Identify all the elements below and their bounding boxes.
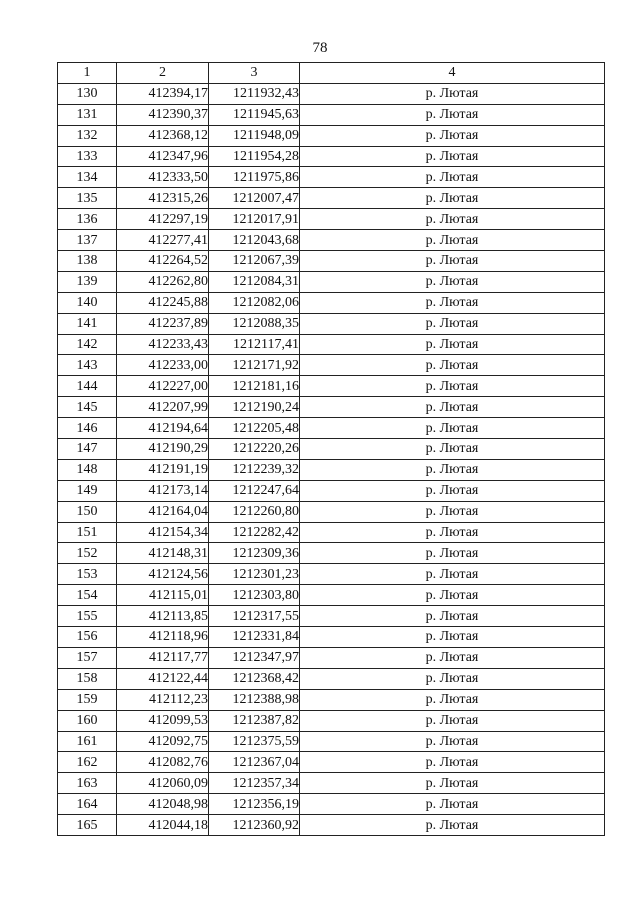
y-coordinate-cell: 1212387,82 [209,710,300,731]
x-coordinate-cell: 412154,34 [117,522,209,543]
y-coordinate-cell: 1212171,92 [209,355,300,376]
point-number-cell: 143 [58,355,117,376]
point-number-cell: 140 [58,292,117,313]
x-coordinate-cell: 412191,19 [117,459,209,480]
object-name-cell: р. Лютая [300,251,605,272]
object-name-cell: р. Лютая [300,418,605,439]
object-name-cell: р. Лютая [300,271,605,292]
object-name-cell: р. Лютая [300,104,605,125]
y-coordinate-cell: 1212067,39 [209,251,300,272]
point-number-cell: 155 [58,606,117,627]
object-name-cell: р. Лютая [300,188,605,209]
x-coordinate-cell: 412060,09 [117,773,209,794]
object-name-cell: р. Лютая [300,209,605,230]
y-coordinate-cell: 1212367,04 [209,752,300,773]
object-name-cell: р. Лютая [300,355,605,376]
table-row [58,83,605,104]
point-number-cell: 158 [58,668,117,689]
y-coordinate-cell: 1212117,41 [209,334,300,355]
table-row [58,815,605,836]
x-coordinate-cell: 412227,00 [117,376,209,397]
object-name-cell: р. Лютая [300,794,605,815]
table-row [58,251,605,272]
x-coordinate-cell: 412164,04 [117,501,209,522]
table-row [58,522,605,543]
point-number-cell: 142 [58,334,117,355]
point-number-cell: 147 [58,439,117,460]
object-name-cell: р. Лютая [300,668,605,689]
table-row [58,271,605,292]
point-number-cell: 157 [58,647,117,668]
x-coordinate-cell: 412368,12 [117,125,209,146]
point-number-cell: 130 [58,83,117,104]
header-col-1: 1 [58,63,117,84]
header-col-2: 2 [117,63,209,84]
object-name-cell: р. Лютая [300,167,605,188]
y-coordinate-cell: 1212239,32 [209,459,300,480]
y-coordinate-cell: 1212082,06 [209,292,300,313]
coordinates-table [57,62,605,836]
table-row [58,146,605,167]
y-coordinate-cell: 1211932,43 [209,83,300,104]
y-coordinate-cell: 1212088,35 [209,313,300,334]
object-name-cell: р. Лютая [300,125,605,146]
x-coordinate-cell: 412262,80 [117,271,209,292]
y-coordinate-cell: 1211945,63 [209,104,300,125]
y-coordinate-cell: 1212347,97 [209,647,300,668]
table-row [58,606,605,627]
y-coordinate-cell: 1212356,19 [209,794,300,815]
header-row [58,63,605,84]
table-row [58,230,605,251]
y-coordinate-cell: 1212301,23 [209,564,300,585]
header-col-3: 3 [209,63,300,84]
table-row [58,376,605,397]
object-name-cell: р. Лютая [300,606,605,627]
table-row [58,480,605,501]
table-row [58,689,605,710]
y-coordinate-cell: 1212247,64 [209,480,300,501]
x-coordinate-cell: 412115,01 [117,585,209,606]
point-number-cell: 148 [58,459,117,480]
point-number-cell: 163 [58,773,117,794]
object-name-cell: р. Лютая [300,647,605,668]
point-number-cell: 136 [58,209,117,230]
point-number-cell: 153 [58,564,117,585]
table-row [58,125,605,146]
y-coordinate-cell: 1211975,86 [209,167,300,188]
x-coordinate-cell: 412112,23 [117,689,209,710]
y-coordinate-cell: 1212084,31 [209,271,300,292]
object-name-cell: р. Лютая [300,230,605,251]
point-number-cell: 146 [58,418,117,439]
point-number-cell: 160 [58,710,117,731]
point-number-cell: 137 [58,230,117,251]
table-row [58,564,605,585]
y-coordinate-cell: 1212205,48 [209,418,300,439]
point-number-cell: 131 [58,104,117,125]
point-number-cell: 150 [58,501,117,522]
x-coordinate-cell: 412347,96 [117,146,209,167]
point-number-cell: 152 [58,543,117,564]
x-coordinate-cell: 412048,98 [117,794,209,815]
table-row [58,647,605,668]
x-coordinate-cell: 412113,85 [117,606,209,627]
y-coordinate-cell: 1212303,80 [209,585,300,606]
y-coordinate-cell: 1212007,47 [209,188,300,209]
y-coordinate-cell: 1212282,42 [209,522,300,543]
x-coordinate-cell: 412233,00 [117,355,209,376]
x-coordinate-cell: 412044,18 [117,815,209,836]
point-number-cell: 132 [58,125,117,146]
x-coordinate-cell: 412092,75 [117,731,209,752]
x-coordinate-cell: 412190,29 [117,439,209,460]
x-coordinate-cell: 412117,77 [117,647,209,668]
x-coordinate-cell: 412277,41 [117,230,209,251]
table-row [58,418,605,439]
y-coordinate-cell: 1212360,92 [209,815,300,836]
object-name-cell: р. Лютая [300,815,605,836]
table-row [58,731,605,752]
point-number-cell: 134 [58,167,117,188]
object-name-cell: р. Лютая [300,313,605,334]
y-coordinate-cell: 1212331,84 [209,627,300,648]
object-name-cell: р. Лютая [300,480,605,501]
x-coordinate-cell: 412122,44 [117,668,209,689]
x-coordinate-cell: 412333,50 [117,167,209,188]
y-coordinate-cell: 1211954,28 [209,146,300,167]
point-number-cell: 165 [58,815,117,836]
table-body [58,83,605,835]
object-name-cell: р. Лютая [300,459,605,480]
y-coordinate-cell: 1212388,98 [209,689,300,710]
table-row [58,794,605,815]
table-row [58,188,605,209]
y-coordinate-cell: 1212190,24 [209,397,300,418]
y-coordinate-cell: 1212317,55 [209,606,300,627]
table-row [58,501,605,522]
x-coordinate-cell: 412237,89 [117,313,209,334]
x-coordinate-cell: 412297,19 [117,209,209,230]
point-number-cell: 162 [58,752,117,773]
point-number-cell: 156 [58,627,117,648]
point-number-cell: 161 [58,731,117,752]
object-name-cell: р. Лютая [300,752,605,773]
table-row [58,209,605,230]
point-number-cell: 133 [58,146,117,167]
x-coordinate-cell: 412207,99 [117,397,209,418]
table-row [58,334,605,355]
x-coordinate-cell: 412118,96 [117,627,209,648]
y-coordinate-cell: 1212260,80 [209,501,300,522]
table-row [58,773,605,794]
table-row [58,752,605,773]
point-number-cell: 145 [58,397,117,418]
object-name-cell: р. Лютая [300,83,605,104]
table-row [58,459,605,480]
table-header [58,63,605,84]
point-number-cell: 135 [58,188,117,209]
object-name-cell: р. Лютая [300,376,605,397]
x-coordinate-cell: 412082,76 [117,752,209,773]
y-coordinate-cell: 1212357,34 [209,773,300,794]
point-number-cell: 139 [58,271,117,292]
object-name-cell: р. Лютая [300,146,605,167]
header-col-4: 4 [300,63,605,84]
y-coordinate-cell: 1212220,26 [209,439,300,460]
table-row [58,104,605,125]
x-coordinate-cell: 412233,43 [117,334,209,355]
object-name-cell: р. Лютая [300,627,605,648]
x-coordinate-cell: 412315,26 [117,188,209,209]
point-number-cell: 141 [58,313,117,334]
object-name-cell: р. Лютая [300,689,605,710]
table-row [58,167,605,188]
x-coordinate-cell: 412099,53 [117,710,209,731]
y-coordinate-cell: 1212043,68 [209,230,300,251]
y-coordinate-cell: 1212375,59 [209,731,300,752]
point-number-cell: 144 [58,376,117,397]
table-row [58,710,605,731]
object-name-cell: р. Лютая [300,564,605,585]
x-coordinate-cell: 412148,31 [117,543,209,564]
point-number-cell: 159 [58,689,117,710]
object-name-cell: р. Лютая [300,439,605,460]
table-row [58,355,605,376]
page-number: 78 [312,40,328,56]
x-coordinate-cell: 412264,52 [117,251,209,272]
x-coordinate-cell: 412390,37 [117,104,209,125]
x-coordinate-cell: 412124,56 [117,564,209,585]
object-name-cell: р. Лютая [300,501,605,522]
object-name-cell: р. Лютая [300,731,605,752]
object-name-cell: р. Лютая [300,585,605,606]
table-row [58,585,605,606]
point-number-cell: 138 [58,251,117,272]
x-coordinate-cell: 412394,17 [117,83,209,104]
table-row [58,397,605,418]
object-name-cell: р. Лютая [300,773,605,794]
table-row [58,439,605,460]
point-number-cell: 149 [58,480,117,501]
object-name-cell: р. Лютая [300,522,605,543]
table-row [58,292,605,313]
point-number-cell: 151 [58,522,117,543]
object-name-cell: р. Лютая [300,543,605,564]
x-coordinate-cell: 412245,88 [117,292,209,313]
y-coordinate-cell: 1212368,42 [209,668,300,689]
object-name-cell: р. Лютая [300,710,605,731]
table-row [58,627,605,648]
table-row [58,543,605,564]
y-coordinate-cell: 1211948,09 [209,125,300,146]
object-name-cell: р. Лютая [300,397,605,418]
y-coordinate-cell: 1212017,91 [209,209,300,230]
object-name-cell: р. Лютая [300,334,605,355]
x-coordinate-cell: 412173,14 [117,480,209,501]
x-coordinate-cell: 412194,64 [117,418,209,439]
table-row [58,668,605,689]
y-coordinate-cell: 1212309,36 [209,543,300,564]
y-coordinate-cell: 1212181,16 [209,376,300,397]
object-name-cell: р. Лютая [300,292,605,313]
table-row [58,313,605,334]
point-number-cell: 164 [58,794,117,815]
point-number-cell: 154 [58,585,117,606]
